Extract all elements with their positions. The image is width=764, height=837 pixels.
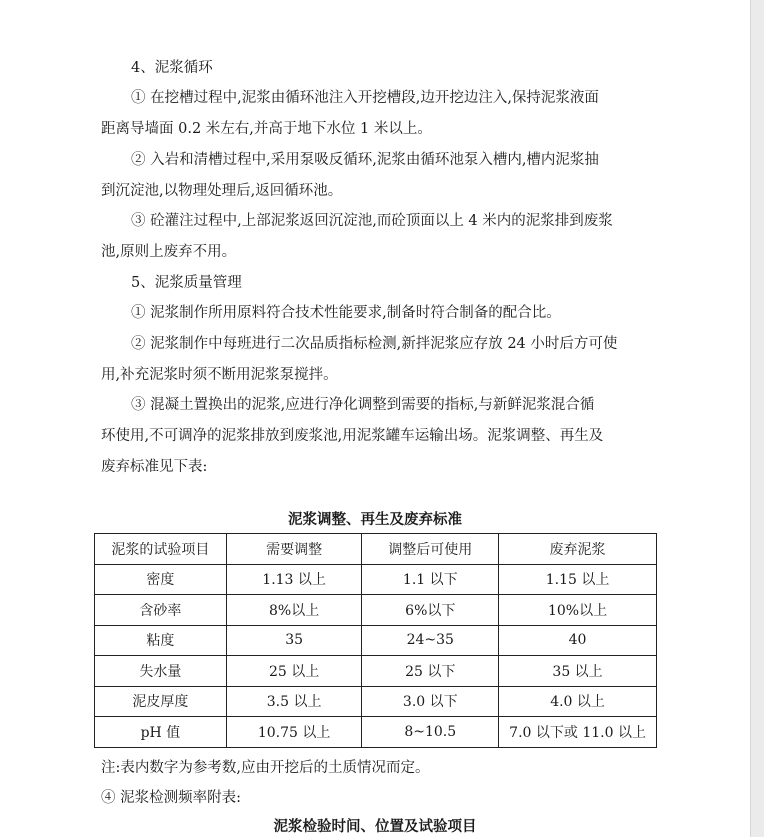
table-row: [95, 686, 657, 717]
table-cell: 1.15 以上: [499, 564, 657, 595]
table-cell: 35 以上: [499, 656, 657, 687]
paragraph-line: 5、泥浆质量管理: [131, 275, 242, 291]
table-cell: 6%以下: [362, 595, 499, 626]
paragraph-line: 环使用,不可调净的泥浆排放到废浆池,用泥浆罐车运输出场。泥浆调整、再生及: [101, 428, 604, 444]
table-caption: 泥浆调整、再生及废弃标准: [288, 511, 462, 528]
table-cell: 8%以上: [226, 595, 362, 626]
paragraph-line: ① 在挖槽过程中,泥浆由循环池注入开挖槽段,边开挖边注入,保持泥浆液面: [131, 90, 599, 106]
table-cell: 失水量: [95, 656, 227, 687]
paragraph-line: ① 泥浆制作所用原料符合技术性能要求,制备时符合制备的配合比。: [131, 305, 561, 321]
header-usable-after-adjust: 调整后可使用: [362, 534, 499, 565]
table-cell: 10%以上: [499, 595, 657, 626]
table-cell: 泥皮厚度: [95, 686, 227, 717]
paragraph-line: 池,原则上废弃不用。: [101, 244, 237, 260]
header-need-adjust: 需要调整: [226, 534, 362, 565]
header-test-item: 泥浆的试验项目: [95, 534, 227, 565]
paragraph-line: ③ 混凝土置换出的泥浆,应进行净化调整到需要的指标,与新鲜泥浆混合循: [131, 397, 595, 413]
table-header-row: [95, 534, 657, 565]
table-row: [95, 656, 657, 687]
mud-standard-table: [94, 533, 657, 748]
table-cell: 35: [226, 625, 362, 656]
paragraph-line: 距离导墙面 0.2 米左右,并高于地下水位 1 米以上。: [101, 121, 432, 137]
paragraph-line: ③ 砼灌注过程中,上部泥浆返回沉淀池,而砼顶面以上 4 米内的泥浆排到废浆: [131, 213, 613, 229]
paragraph-line: 废弃标准见下表:: [101, 459, 208, 475]
table-cell: 3.5 以上: [226, 686, 362, 717]
table-row: [95, 625, 657, 656]
table-row: [95, 717, 657, 748]
table-cell: 3.0 以下: [362, 686, 499, 717]
table-row: [95, 564, 657, 595]
paragraph-line: 用,补充泥浆时须不断用泥浆泵搅拌。: [101, 367, 338, 383]
frequency-item: ④ 泥浆检测频率附表:: [101, 790, 241, 806]
table-cell: 25 以上: [226, 656, 362, 687]
table-cell: 7.0 以下或 11.0 以上: [499, 717, 657, 748]
paragraph-line: 到沉淀池,以物理处理后,返回循环池。: [101, 183, 343, 199]
table-cell: 1.13 以上: [226, 564, 362, 595]
table-cell: 24~35: [362, 625, 499, 656]
second-table-caption: 泥浆检验时间、位置及试验项目: [273, 818, 477, 835]
table-cell: 粘度: [95, 625, 227, 656]
paragraph-line: ② 入岩和清槽过程中,采用泵吸反循环,泥浆由循环池泵入槽内,槽内泥浆抽: [131, 152, 599, 168]
table-cell: 1.1 以下: [362, 564, 499, 595]
paragraph-line: 4、泥浆循环: [131, 60, 213, 76]
table-row: [95, 595, 657, 626]
table-cell: 40: [499, 625, 657, 656]
table-cell: 含砂率: [95, 595, 227, 626]
table-cell: 25 以下: [362, 656, 499, 687]
table-cell: 10.75 以上: [226, 717, 362, 748]
table-cell: 8~10.5: [362, 717, 499, 748]
paragraph-line: ② 泥浆制作中每班进行二次品质指标检测,新拌泥浆应存放 24 小时后方可使: [131, 336, 618, 352]
header-waste-mud: 废弃泥浆: [499, 534, 657, 565]
table-note: 注:表内数字为参考数,应由开挖后的土质情况而定。: [101, 760, 430, 776]
table-cell: 4.0 以上: [499, 686, 657, 717]
table-cell: 密度: [95, 564, 227, 595]
table-cell: pH 值: [95, 717, 227, 748]
